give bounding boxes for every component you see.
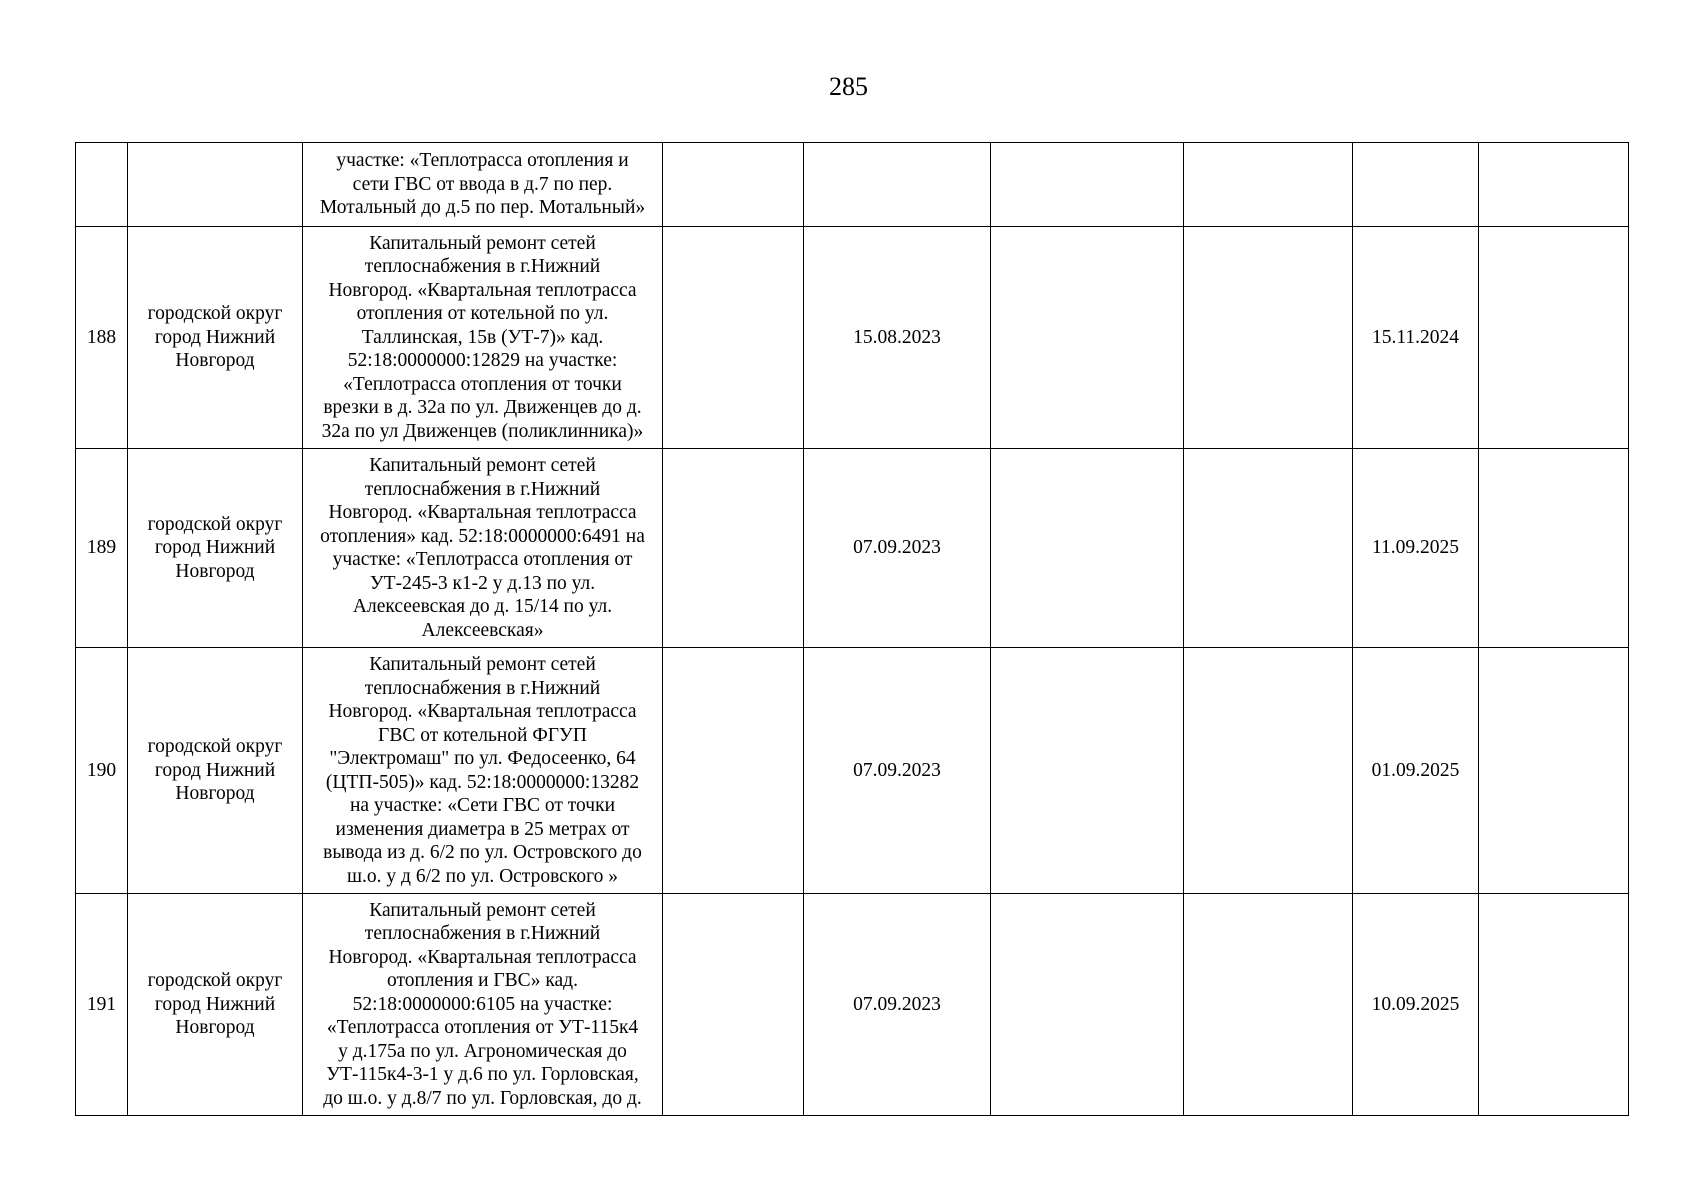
municipality-cell: городской округ город Нижний Новгород — [128, 449, 303, 648]
end-date-cell: 10.09.2025 — [1353, 894, 1479, 1116]
end-date-cell — [1353, 143, 1479, 227]
row-number-cell: 191 — [76, 894, 128, 1116]
end-date-cell: 11.09.2025 — [1353, 449, 1479, 648]
empty-cell — [663, 143, 804, 227]
municipality-cell: городской округ город Нижний Новгород — [128, 648, 303, 894]
empty-cell — [991, 449, 1184, 648]
empty-cell — [991, 894, 1184, 1116]
row-number-cell: 188 — [76, 227, 128, 449]
description-cell: Капитальный ремонт сетей теплоснабжения в г.Нижний Новгород. «Квартальная теплотрасса отопления от котельной по ул. Таллинская, 15в (УТ-7)» кад. 52:18:0000000:12829 на участке: «Теплотрасса отопления от точки врезки в д. 32а по ул. Движенцев до д. 32а по ул Движенцев (поликлинника)» — [303, 227, 663, 449]
start-date-cell: 07.09.2023 — [804, 648, 991, 894]
empty-cell — [991, 143, 1184, 227]
empty-cell — [1184, 143, 1353, 227]
start-date-cell: 07.09.2023 — [804, 894, 991, 1116]
description-cell: Капитальный ремонт сетей теплоснабжения в г.Нижний Новгород. «Квартальная теплотрасса отопления и ГВС» кад. 52:18:0000000:6105 на участке: «Теплотрасса отопления от УТ-115к4 у д.175а по ул. Агрономическая до УТ-115к4-3-1 у д.6 по ул. Горловская, до ш.о. у д.8/7 по ул. Горловская, до д. — [303, 894, 663, 1116]
municipality-cell: городской округ город Нижний Новгород — [128, 227, 303, 449]
empty-cell — [663, 894, 804, 1116]
start-date-cell: 15.08.2023 — [804, 227, 991, 449]
empty-cell — [663, 648, 804, 894]
description-cell: Капитальный ремонт сетей теплоснабжения в г.Нижний Новгород. «Квартальная теплотрасса отопления» кад. 52:18:0000000:6491 на участке: «Теплотрасса отопления от УТ-245-3 к1-2 у д.13 по ул. Алексеевская до д. 15/14 по ул. Алексеевская» — [303, 449, 663, 648]
empty-cell — [1479, 648, 1629, 894]
table-row — [76, 894, 1629, 1116]
start-date-cell: 07.09.2023 — [804, 449, 991, 648]
empty-cell — [991, 648, 1184, 894]
table-row — [76, 449, 1629, 648]
works-table — [75, 142, 1629, 1116]
empty-cell — [1479, 449, 1629, 648]
empty-cell — [663, 227, 804, 449]
empty-cell — [1184, 449, 1353, 648]
end-date-cell: 15.11.2024 — [1353, 227, 1479, 449]
start-date-cell — [804, 143, 991, 227]
empty-cell — [1184, 227, 1353, 449]
table-row — [76, 648, 1629, 894]
empty-cell — [991, 227, 1184, 449]
municipality-cell: городской округ город Нижний Новгород — [128, 894, 303, 1116]
table-row — [76, 227, 1629, 449]
description-cell: участке: «Теплотрасса отопления и сети ГВС от ввода в д.7 по пер. Мотальный до д.5 по пер. Мотальный» — [303, 143, 663, 227]
empty-cell — [1184, 894, 1353, 1116]
page-number: 285 — [829, 72, 868, 101]
empty-cell — [1479, 227, 1629, 449]
municipality-cell — [128, 143, 303, 227]
description-cell: Капитальный ремонт сетей теплоснабжения в г.Нижний Новгород. «Квартальная теплотрасса ГВС от котельной ФГУП "Электромаш" по ул. Федосеенко, 64 (ЦТП-505)» кад. 52:18:0000000:13282 на участке: «Сети ГВС от точки изменения диаметра в 25 метрах от вывода из д. 6/2 по ул. Островского до ш.о. у д 6/2 по ул. Островского » — [303, 648, 663, 894]
empty-cell — [1184, 648, 1353, 894]
end-date-cell: 01.09.2025 — [1353, 648, 1479, 894]
empty-cell — [1479, 894, 1629, 1116]
row-number-cell — [76, 143, 128, 227]
row-number-cell: 189 — [76, 449, 128, 648]
empty-cell — [1479, 143, 1629, 227]
empty-cell — [663, 449, 804, 648]
table-row — [76, 143, 1629, 227]
row-number-cell: 190 — [76, 648, 128, 894]
